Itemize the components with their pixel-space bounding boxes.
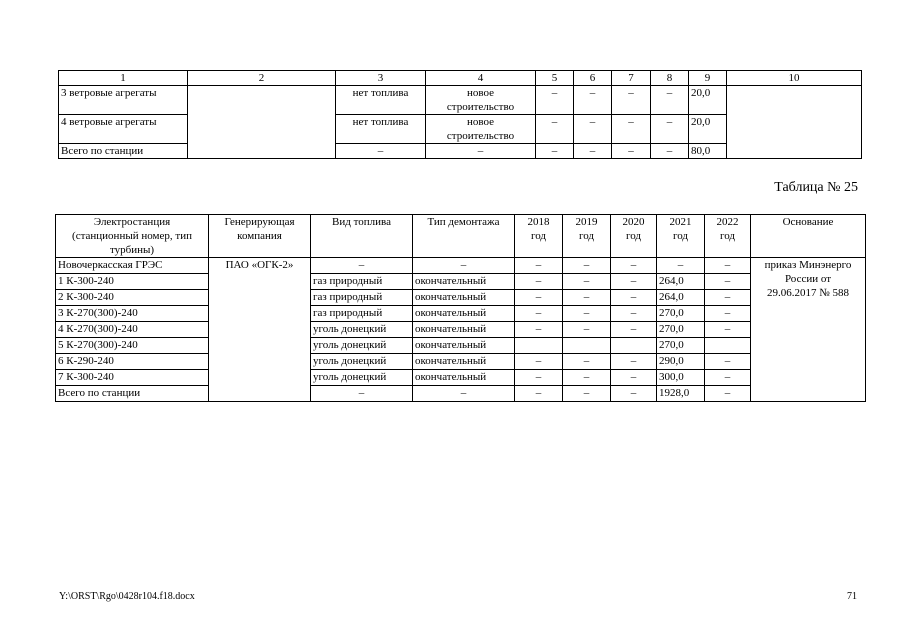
year-cell: – — [563, 306, 611, 322]
company-cell-empty — [188, 86, 336, 159]
header-line: (станционный номер, тип — [72, 230, 192, 242]
header-line: год — [672, 230, 689, 242]
year-cell: – — [574, 144, 612, 159]
year-cell: 270,0 — [657, 306, 705, 322]
basis-line: 29.06.2017 № 588 — [767, 287, 849, 299]
year-cell: – — [612, 86, 651, 115]
year-cell: – — [611, 354, 657, 370]
header-year-2022 — [705, 215, 751, 258]
header-line: 2021 — [669, 216, 692, 228]
dismantle-cell: окончательный — [413, 370, 515, 386]
type-cell: – — [426, 144, 536, 159]
year-cell: – — [563, 290, 611, 306]
dismantle-cell: окончательный — [413, 338, 515, 354]
header-line: Генерирующая — [224, 216, 295, 228]
header-station — [56, 215, 209, 258]
header-year-2021 — [657, 215, 705, 258]
table-25 — [55, 214, 866, 402]
type-cell — [426, 115, 536, 144]
year-cell: – — [705, 258, 751, 274]
year-cell: – — [705, 354, 751, 370]
type-line: строительство — [446, 101, 515, 113]
year-cell: – — [563, 258, 611, 274]
dismantle-cell: окончательный — [413, 306, 515, 322]
continuation-table — [58, 70, 862, 159]
year-cell: – — [515, 306, 563, 322]
column-number: 3 — [336, 71, 426, 86]
column-number: 1 — [59, 71, 188, 86]
header-line: год — [719, 230, 736, 242]
header-line: 2018 — [527, 216, 550, 228]
fuel-cell: уголь донецкий — [311, 338, 413, 354]
year-cell: – — [515, 322, 563, 338]
year-cell: – — [651, 144, 689, 159]
header-line: Электростанция — [93, 216, 171, 228]
year-cell: – — [515, 274, 563, 290]
year-cell: – — [563, 370, 611, 386]
unit-name-cell: 3 К-270(300)-240 — [56, 306, 209, 322]
header-dismantle: Тип демонтажа — [413, 215, 515, 258]
type-line: новое — [466, 116, 495, 128]
year-cell: – — [651, 115, 689, 144]
column-number-row — [59, 71, 862, 86]
year-cell: – — [563, 354, 611, 370]
unit-name-cell: 4 ветровые агрегаты — [59, 115, 188, 144]
column-number: 7 — [612, 71, 651, 86]
header-line: год — [530, 230, 547, 242]
year-cell: – — [515, 386, 563, 402]
unit-name-cell: 6 К-290-240 — [56, 354, 209, 370]
table-row — [56, 306, 866, 322]
table-row — [56, 370, 866, 386]
year-cell: – — [574, 86, 612, 115]
year-cell: 20,0 — [689, 115, 727, 144]
year-cell: 300,0 — [657, 370, 705, 386]
year-cell — [611, 338, 657, 354]
year-cell: 270,0 — [657, 322, 705, 338]
fuel-cell: уголь донецкий — [311, 354, 413, 370]
year-cell: 264,0 — [657, 274, 705, 290]
year-cell — [563, 338, 611, 354]
fuel-cell: газ природный — [311, 290, 413, 306]
header-line: турбины) — [109, 244, 155, 256]
fuel-cell: – — [311, 258, 413, 274]
basis-cell-empty — [727, 86, 862, 159]
year-cell: – — [705, 274, 751, 290]
year-cell: – — [515, 354, 563, 370]
year-cell — [515, 338, 563, 354]
year-cell: – — [657, 258, 705, 274]
column-number: 9 — [689, 71, 727, 86]
column-number: 2 — [188, 71, 336, 86]
year-cell: – — [705, 370, 751, 386]
header-fuel: Вид топлива — [311, 215, 413, 258]
header-line: 2022 — [716, 216, 739, 228]
type-line: строительство — [446, 130, 515, 142]
header-line: 2020 — [622, 216, 645, 228]
year-cell — [705, 338, 751, 354]
fuel-cell: нет топлива — [336, 115, 426, 144]
total-label: Всего по станции — [59, 144, 188, 159]
table-row — [59, 86, 862, 115]
basis-line: России от — [784, 273, 832, 285]
fuel-cell: газ природный — [311, 306, 413, 322]
year-cell: – — [705, 322, 751, 338]
column-number: 10 — [727, 71, 862, 86]
unit-name-cell: 5 К-270(300)-240 — [56, 338, 209, 354]
header-line: год — [625, 230, 642, 242]
year-cell: 264,0 — [657, 290, 705, 306]
header-company — [209, 215, 311, 258]
year-cell: – — [563, 274, 611, 290]
dismantle-cell: окончательный — [413, 290, 515, 306]
year-cell: – — [536, 115, 574, 144]
year-cell: – — [612, 115, 651, 144]
unit-name-cell: 1 К-300-240 — [56, 274, 209, 290]
year-cell: – — [536, 144, 574, 159]
header-line: 2019 — [575, 216, 598, 228]
year-cell: – — [574, 115, 612, 144]
header-year-2018 — [515, 215, 563, 258]
total-label: Всего по станции — [56, 386, 209, 402]
year-cell: – — [611, 386, 657, 402]
fuel-cell: – — [311, 386, 413, 402]
year-cell: 270,0 — [657, 338, 705, 354]
year-cell: – — [563, 322, 611, 338]
fuel-cell: уголь донецкий — [311, 370, 413, 386]
header-line: год — [578, 230, 595, 242]
total-row — [56, 386, 866, 402]
table-row — [56, 274, 866, 290]
year-cell: – — [515, 290, 563, 306]
year-cell: – — [612, 144, 651, 159]
year-cell: 80,0 — [689, 144, 727, 159]
year-cell: – — [536, 86, 574, 115]
header-year-2019 — [563, 215, 611, 258]
dismantle-cell: окончательный — [413, 274, 515, 290]
column-number: 5 — [536, 71, 574, 86]
basis-cell — [751, 258, 866, 402]
station-row — [56, 258, 866, 274]
company-cell: ПАО «ОГК-2» — [209, 258, 311, 402]
unit-name-cell: 2 К-300-240 — [56, 290, 209, 306]
column-number: 6 — [574, 71, 612, 86]
type-line: новое — [466, 87, 495, 99]
year-cell: – — [611, 370, 657, 386]
header-line: компания — [237, 230, 282, 242]
footer-file-path: Y:\ORST\Rgo\0428r104.f18.docx — [59, 591, 195, 602]
year-cell: – — [515, 258, 563, 274]
year-cell: – — [611, 322, 657, 338]
unit-name-cell: 7 К-300-240 — [56, 370, 209, 386]
dismantle-cell: окончательный — [413, 322, 515, 338]
year-cell: – — [515, 370, 563, 386]
year-cell: 1928,0 — [657, 386, 705, 402]
fuel-cell: газ природный — [311, 274, 413, 290]
header-year-2020 — [611, 215, 657, 258]
type-cell — [426, 86, 536, 115]
column-number: 8 — [651, 71, 689, 86]
year-cell: – — [611, 274, 657, 290]
page-number: 71 — [847, 591, 857, 602]
unit-name-cell: 3 ветровые агрегаты — [59, 86, 188, 115]
year-cell: – — [611, 290, 657, 306]
table-row — [56, 354, 866, 370]
year-cell: 20,0 — [689, 86, 727, 115]
fuel-cell: нет топлива — [336, 86, 426, 115]
year-cell: – — [611, 258, 657, 274]
header-row — [56, 215, 866, 258]
fuel-cell: уголь донецкий — [311, 322, 413, 338]
header-basis: Основание — [751, 215, 866, 258]
column-number: 4 — [426, 71, 536, 86]
year-cell: – — [651, 86, 689, 115]
year-cell: – — [611, 306, 657, 322]
year-cell: – — [563, 386, 611, 402]
table-title: Таблица № 25 — [774, 180, 858, 195]
unit-name-cell: 4 К-270(300)-240 — [56, 322, 209, 338]
year-cell: 290,0 — [657, 354, 705, 370]
fuel-cell: – — [336, 144, 426, 159]
dismantle-cell: окончательный — [413, 354, 515, 370]
year-cell: – — [705, 306, 751, 322]
dismantle-cell: – — [413, 386, 515, 402]
table-row — [56, 322, 866, 338]
table-row — [56, 338, 866, 354]
table-row — [56, 290, 866, 306]
year-cell: – — [705, 290, 751, 306]
year-cell: – — [705, 386, 751, 402]
basis-line: приказ Минэнерго — [764, 259, 852, 271]
station-name: Новочеркасская ГРЭС — [56, 258, 209, 274]
dismantle-cell: – — [413, 258, 515, 274]
